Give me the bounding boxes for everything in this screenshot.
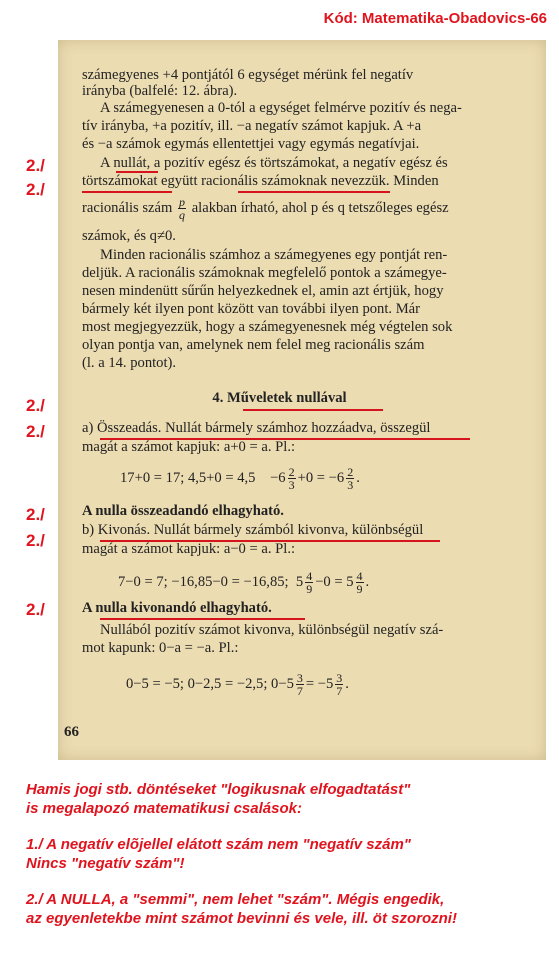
rule-line: A nulla kivonandó elhagyható. <box>82 600 272 616</box>
red-underline <box>100 618 305 620</box>
page-number: 66 <box>64 724 79 740</box>
book-line: magát a számot kapjuk: a−0 = a. Pl.: <box>82 541 296 557</box>
commentary-line: Nincs "negatív szám"! <box>26 855 185 872</box>
book-line: olyan pontja van, amelynek nem felel meg racionális szám <box>82 337 425 353</box>
example-line: 0−5 = −5; 0−2,5 = −2,5; 0−5 $\frac{3}{7}$ = −5 $\frac{3}{7}$ . <box>126 671 349 698</box>
section-heading: 4. Műveletek nullával <box>212 390 347 406</box>
book-line: (l. a 14. pontot). <box>82 355 177 371</box>
margin-note: 2./ <box>26 600 45 619</box>
red-underline <box>116 171 158 173</box>
book-line: A nullát, a pozitív egész és törtszámokat, a negatív egész és <box>100 155 448 171</box>
margin-note: 2./ <box>26 505 45 524</box>
red-underline <box>238 191 390 193</box>
margin-note: 2./ <box>26 396 45 415</box>
book-line: irányba (balfelé: 12. ábra). <box>82 83 238 99</box>
book-line: Nullából pozitív számot kivonva, különbségül negatív szá- <box>100 622 444 638</box>
book-line: A számegyenesen a 0-tól a egységet felmérve pozitív és nega- <box>100 100 462 116</box>
margin-note: 2./ <box>26 180 45 199</box>
book-line: most megjegyezzük, hogy a számegyenesnek még végtelen sok <box>82 319 453 335</box>
red-underline <box>82 191 172 193</box>
commentary-line: az egyenletekbe mint számot bevinni és vele, ill. öt szorozni! <box>26 910 457 927</box>
book-line: deljük. A racionális számoknak megfelelő pontok a számegye- <box>82 265 447 281</box>
document-code-header: Kód: Matematika-Obadovics-66 <box>323 10 547 27</box>
example-line: 17+0 = 17; 4,5+0 = 4,5 −6 $\frac{2}{3}$ +0 = −6 $\frac{2}{3}$ . <box>120 465 360 492</box>
commentary-line: 1./ A negatív elõjellel elátott szám nem "negatív szám" <box>26 836 411 853</box>
book-line-fraction <box>82 196 449 221</box>
book-line: és −a számok egymás ellentettjei vagy egymás negatívjai. <box>82 136 420 152</box>
rule-line: A nulla összeadandó elhagyható. <box>82 503 284 519</box>
book-line: számok, és q≠0. <box>82 228 176 244</box>
book-line: tív irányba, +a pozitív, ill. −a negatív számot kapjuk. A +a <box>82 118 422 134</box>
book-line: számegyenes +4 pontjától 6 egységet mérünk fel negatív <box>82 67 414 83</box>
red-underline <box>243 409 383 411</box>
book-line: magát a számot kapjuk: a+0 = a. Pl.: <box>82 439 296 455</box>
book-line: törtszámokat együtt racionális számoknak nevezzük. Minden <box>82 173 439 189</box>
book-line: Minden racionális számhoz a számegyenes egy pontját ren- <box>100 247 448 263</box>
book-line: bármely két ilyen pont között van további ilyen pont. Már <box>82 301 421 317</box>
book-line: mot kapunk: 0−a = −a. Pl.: <box>82 640 239 656</box>
book-line: nesen mindenütt sűrűn helyezkednek el, amin azt értjük, hogy <box>82 283 444 299</box>
book-text: alakban írható, ahol p és q tetszőleges egész <box>191 199 449 216</box>
example-line: 7−0 = 7; −16,85−0 = −16,85; 5 $\frac{4}{9}$ −0 = 5 $\frac{4}{9}$ . <box>118 569 370 596</box>
margin-note: 2./ <box>26 531 45 550</box>
commentary-line: Hamis jogi stb. döntéseket "logikusnak elfogadtatást" <box>26 781 411 798</box>
book-text: racionális szám <box>82 199 173 216</box>
margin-note: 2./ <box>26 422 45 441</box>
book-line: a) Összeadás. Nullát bármely számhoz hozzáadva, összegül <box>82 420 431 436</box>
fraction-p-over-q: $\frac{p}{q}$ <box>179 195 186 222</box>
book-line: b) Kivonás. Nullát bármely számból kivonva, különbségül <box>82 522 424 538</box>
commentary-line: 2./ A NULLA, a "semmi", nem lehet "szám". Mégis engedik, <box>26 891 445 908</box>
commentary-line: is megalapozó matematikusi csalások: <box>26 800 302 817</box>
margin-note: 2./ <box>26 156 45 175</box>
